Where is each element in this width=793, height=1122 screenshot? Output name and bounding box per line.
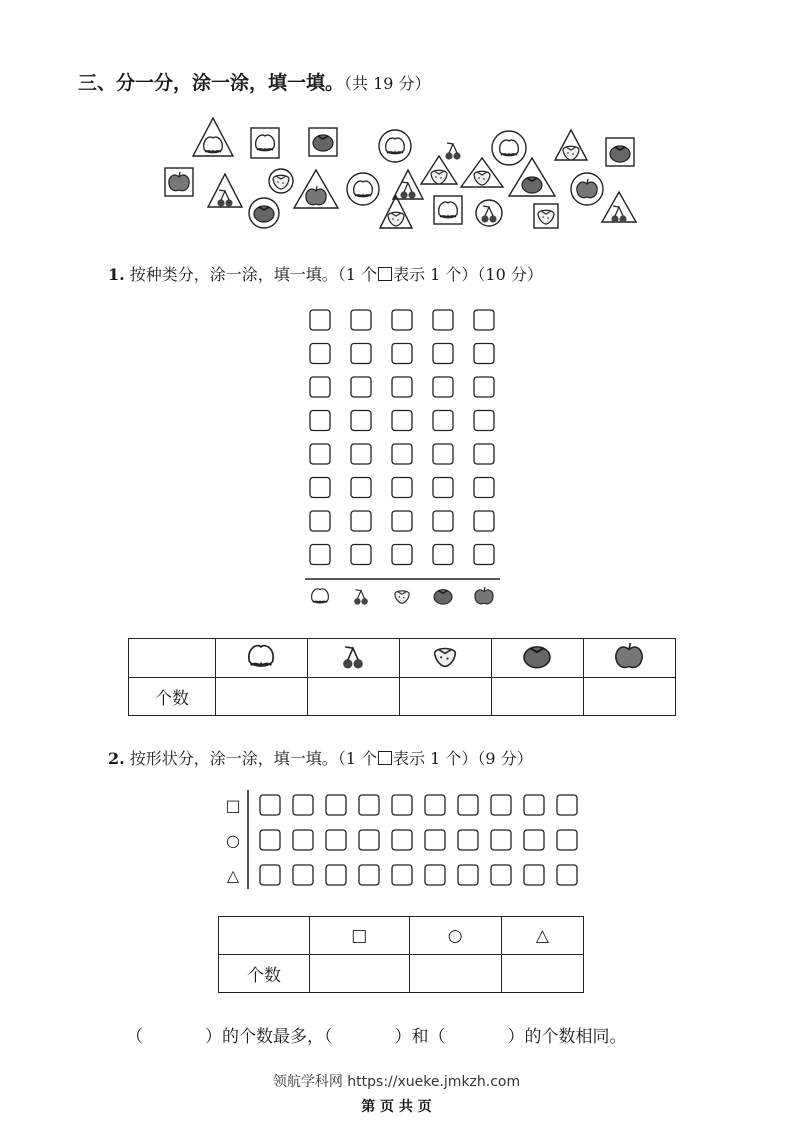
q1-table-header-tomato (492, 639, 584, 678)
q2-box[interactable] (491, 795, 511, 815)
q2-box[interactable] (326, 865, 346, 885)
q2-count-cell-circle[interactable] (409, 955, 501, 993)
q2-box[interactable] (392, 830, 412, 850)
fill-text-2: ）的个数最多，（ (205, 1027, 333, 1047)
peach-icon (312, 589, 329, 603)
q1-count-label: 个数 (129, 678, 216, 716)
q1-box[interactable] (474, 511, 494, 531)
q1-box[interactable] (433, 310, 453, 330)
q2-box[interactable] (392, 865, 412, 885)
q1-box[interactable] (433, 545, 453, 565)
square-icon (378, 751, 392, 765)
strawberry-icon (400, 639, 491, 673)
fruit-shapes-picture (150, 112, 650, 237)
q1-count-cell-strawberry[interactable] (400, 678, 492, 716)
q2-box[interactable] (557, 865, 577, 885)
q2-box[interactable] (326, 830, 346, 850)
q1-box[interactable] (474, 545, 494, 565)
tomato-icon (434, 590, 452, 604)
fill-text-4: ）的个数相同。 (507, 1027, 627, 1047)
q2-box[interactable] (359, 830, 379, 850)
q2-box[interactable] (293, 830, 313, 850)
q2-box[interactable] (260, 830, 280, 850)
q2-box[interactable] (359, 795, 379, 815)
section-title (78, 68, 431, 95)
q1-number: 1. (108, 265, 125, 284)
q2-box[interactable] (557, 795, 577, 815)
cherry-icon (308, 639, 399, 673)
q1-box[interactable] (392, 310, 412, 330)
q1-box[interactable] (474, 377, 494, 397)
q1-table-corner (129, 639, 216, 678)
q2-box[interactable] (425, 830, 445, 850)
q2-box[interactable] (425, 865, 445, 885)
q1-box[interactable] (351, 444, 371, 464)
strawberry-icon (395, 591, 409, 603)
fill-text-3: ）和（ (394, 1027, 446, 1047)
q2-box[interactable] (491, 830, 511, 850)
q1-box[interactable] (392, 478, 412, 498)
section-title-text: 三、分一分，涂一涂，填一填。 (78, 72, 345, 94)
q2-box[interactable] (326, 795, 346, 815)
triangle-icon: △ (226, 866, 240, 885)
square-icon (378, 267, 392, 281)
q2-box[interactable] (293, 795, 313, 815)
q1-box[interactable] (392, 545, 412, 565)
q1-box[interactable] (474, 310, 494, 330)
q1-box[interactable] (351, 511, 371, 531)
q1-box[interactable] (310, 310, 330, 330)
q2-prompt (108, 746, 533, 769)
q2-box[interactable] (458, 865, 478, 885)
q2-table-header-circle: ○ (409, 917, 501, 955)
q1-box[interactable] (392, 411, 412, 431)
q2-box[interactable] (392, 795, 412, 815)
q2-table-header-triangle: △ (501, 917, 583, 955)
q2-box[interactable] (491, 865, 511, 885)
q2-box[interactable] (557, 830, 577, 850)
fill-paren-open-1: （ (126, 1027, 143, 1047)
q1-box[interactable] (474, 344, 494, 364)
q2-box[interactable] (458, 830, 478, 850)
square-icon: □ (225, 796, 241, 815)
q2-text-b: 表示 1 个）（9 分） (393, 749, 533, 768)
q1-box[interactable] (474, 444, 494, 464)
q2-table-header-square: □ (310, 917, 410, 955)
peach-icon (216, 639, 307, 673)
q1-prompt (108, 262, 543, 285)
q1-table-header-cherry (308, 639, 400, 678)
q1-box[interactable] (310, 478, 330, 498)
apple-icon (475, 587, 493, 604)
q2-box[interactable] (524, 795, 544, 815)
q1-box[interactable] (310, 444, 330, 464)
q2-box[interactable] (524, 865, 544, 885)
section-points: （共 19 分） (344, 74, 431, 93)
q1-box[interactable] (310, 411, 330, 431)
apple-icon (584, 639, 675, 673)
q1-box[interactable] (474, 411, 494, 431)
cherry-icon (354, 590, 368, 605)
q2-count-label: 个数 (219, 955, 310, 993)
q2-number: 2. (108, 749, 125, 768)
q2-box[interactable] (359, 865, 379, 885)
circle-icon: ○ (226, 831, 240, 850)
q2-box[interactable] (458, 795, 478, 815)
q2-table-corner (219, 917, 310, 955)
q1-count-cell-tomato[interactable] (492, 678, 584, 716)
footer-page: 第 页 共 页 (361, 1099, 432, 1115)
q1-box[interactable] (351, 478, 371, 498)
q2-count-cell-square[interactable] (310, 955, 410, 993)
q2-box[interactable] (260, 795, 280, 815)
footer-site: 领航学科网 https://xueke.jmkzh.com (272, 1074, 521, 1090)
q1-box[interactable] (351, 377, 371, 397)
q1-table-header-apple (584, 639, 676, 678)
tomato-icon (492, 639, 583, 673)
q2-box[interactable] (293, 865, 313, 885)
q1-box[interactable] (310, 511, 330, 531)
q2-coloring-grid (218, 790, 588, 890)
q2-text-a: 按形状分，涂一涂，填一填。（1 个 (129, 749, 378, 768)
q1-box[interactable] (310, 344, 330, 364)
q1-count-cell-apple[interactable] (584, 678, 676, 716)
q1-box[interactable] (351, 411, 371, 431)
q1-box[interactable] (433, 444, 453, 464)
fill-sentence (126, 1022, 627, 1047)
q2-box[interactable] (425, 795, 445, 815)
q1-table-header-peach (216, 639, 308, 678)
q1-box[interactable] (433, 478, 453, 498)
q1-count-cell-cherry[interactable] (308, 678, 400, 716)
q1-box[interactable] (310, 545, 330, 565)
q1-text-a: 按种类分，涂一涂，填一填。（1 个 (129, 265, 378, 284)
q2-box[interactable] (524, 830, 544, 850)
q1-box[interactable] (392, 511, 412, 531)
q1-box[interactable] (433, 377, 453, 397)
q1-table-header-strawberry (400, 639, 492, 678)
q1-box[interactable] (351, 310, 371, 330)
q1-box[interactable] (392, 377, 412, 397)
q1-text-b: 表示 1 个）（10 分） (393, 265, 543, 284)
q2-box[interactable] (260, 865, 280, 885)
q1-box[interactable] (433, 411, 453, 431)
q1-box[interactable] (392, 444, 412, 464)
q1-count-cell-peach[interactable] (216, 678, 308, 716)
q2-count-table (218, 916, 584, 993)
q1-count-table (128, 638, 676, 716)
q1-box[interactable] (392, 344, 412, 364)
q1-box[interactable] (474, 478, 494, 498)
q1-box[interactable] (351, 545, 371, 565)
q1-box[interactable] (433, 511, 453, 531)
q1-box[interactable] (310, 377, 330, 397)
q1-coloring-grid (300, 300, 510, 615)
q2-count-cell-triangle[interactable] (501, 955, 583, 993)
q1-box[interactable] (351, 344, 371, 364)
q1-box[interactable] (433, 344, 453, 364)
